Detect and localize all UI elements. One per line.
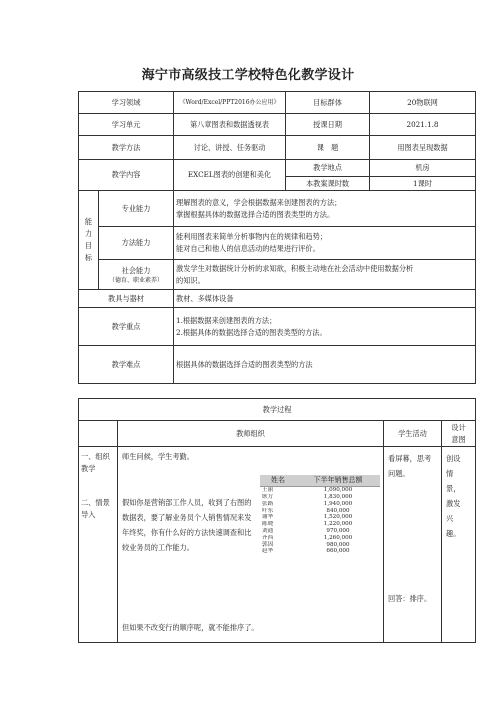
sales-name: 齐西 <box>262 534 274 541</box>
place-value: 机房 <box>370 160 476 177</box>
topic-value: 用图表呈现数据 <box>370 136 476 160</box>
key-points-label: 教学重点 <box>79 308 174 346</box>
lesson-info-table <box>78 91 476 384</box>
difficulty-label: 教学难点 <box>79 346 174 384</box>
sales-header-name: 姓名 <box>260 475 296 487</box>
teacher-greeting: 师生问候，学生考勤。 <box>122 452 194 461</box>
teacher-column <box>118 447 384 643</box>
topic-label: 课 题 <box>286 136 370 160</box>
sales-name: 张路 <box>262 500 274 507</box>
student-column <box>384 447 442 643</box>
sales-header-value: 下半年销售总额 <box>296 475 380 487</box>
target-label: 目标群体 <box>286 92 370 114</box>
sales-table <box>260 475 380 555</box>
field-label: 学习领域 <box>79 92 174 114</box>
teacher-last-line: 但如果不改变行的顺序呢，就不能排序了。 <box>122 623 259 632</box>
method-ability-text: 能利用图表来简单分析事物内在的规律和趋势； 能对自己和他人的信息活动的结果进行评价。 <box>174 227 476 260</box>
place-label: 教学地点 <box>286 160 370 177</box>
stage-header <box>79 421 118 447</box>
sales-name: 王丽 <box>262 487 274 494</box>
key-points-text: 1.根据数据来创建图表的方法； 2.根据具体的数据选择合适的图表类型的方法。 <box>174 308 476 346</box>
method-label: 教学方法 <box>79 136 174 160</box>
unit-value: 第八章图表和数据透视表 <box>174 114 286 136</box>
hours-label: 本教案课时数 <box>286 177 370 191</box>
materials-label: 教具与器材 <box>79 290 174 308</box>
social-ability-label: 社会能力 （德育、职业素养） <box>99 260 174 290</box>
pro-ability-text: 理解图表的意义，学会根据数据来创建图表的方法； 掌握根据具体的数据选择合适的图表类型的方法。 <box>174 191 476 227</box>
sales-name: 陈晓 <box>262 521 274 528</box>
page-title: 海宁市高级技工学校特色化教学设计 <box>141 68 355 83</box>
difficulty-value: 根据具体的数据选择合适的图表类型的方法 <box>174 346 476 384</box>
student-activity-1: 看屏幕，思考问题。 <box>388 454 432 478</box>
sales-value: 1,940,000 <box>323 500 353 507</box>
sales-value: 1,260,000 <box>323 534 353 541</box>
sales-name: 赵华 <box>262 548 274 555</box>
sales-name: 叶东 <box>262 507 274 514</box>
sales-name: 郭因 <box>262 541 274 548</box>
pro-ability-label: 专业能力 <box>99 191 174 227</box>
sales-value: 1,220,000 <box>323 521 353 528</box>
stage-column <box>79 447 118 643</box>
unit-label: 学习单元 <box>79 114 174 136</box>
stage-organize: 一、组织教学 <box>81 452 110 473</box>
hours-value: 1课时 <box>370 177 476 191</box>
teaching-process-table <box>78 398 476 643</box>
stage-scenario: 二、情景导入 <box>81 498 110 519</box>
sales-name: 刘通 <box>262 527 274 534</box>
teacher-header: 教师组织 <box>118 421 384 447</box>
design-header: 设计 意图 <box>442 421 476 447</box>
design-column: 创设 情 景， 激发 兴 趣。 <box>442 447 476 643</box>
content-label: 教学内容 <box>79 160 174 191</box>
target-value: 20物联网 <box>370 92 476 114</box>
sales-value: 840,000 <box>326 507 350 514</box>
method-ability-label: 方法能力 <box>99 227 174 260</box>
sales-value: 970,000 <box>326 527 350 534</box>
sales-name: 耿方 <box>262 494 274 501</box>
scenario-text: 假如你是营销部工作人员，收到了右图的数据表，要了解业务员个人销售情况来发年终奖，你有什么好的方法快速调查和比较业务员的工作能力。 <box>122 498 252 552</box>
sales-value: 1,520,000 <box>323 514 353 521</box>
sales-value: 980,000 <box>326 541 350 548</box>
process-title: 教学过程 <box>79 399 476 421</box>
student-activity-2: 回答：排序。 <box>388 594 432 603</box>
sales-value: 1,090,000 <box>323 487 353 494</box>
materials-value: 教材、多媒体设备 <box>174 290 476 308</box>
content-value: EXCEL图表的创建和美化 <box>174 160 286 191</box>
date-label: 授课日期 <box>286 114 370 136</box>
sales-value: 1,830,000 <box>323 494 353 501</box>
ability-group-label: 能 力 目 标 <box>79 191 99 290</box>
sales-value: 660,000 <box>326 548 350 555</box>
sales-name: 谢华 <box>262 514 274 521</box>
social-ability-text: 激发学生对数据统计分析的求知欲，积极主动地在社会活动中使用数据分析 的知识。 <box>174 260 476 290</box>
method-value: 讨论、讲授、任务驱动 <box>174 136 286 160</box>
student-header: 学生活动 <box>384 421 442 447</box>
field-value: 《Word/Excel/PPT2016办公应用》 <box>174 92 286 114</box>
date-value: 2021.1.8 <box>370 114 476 136</box>
